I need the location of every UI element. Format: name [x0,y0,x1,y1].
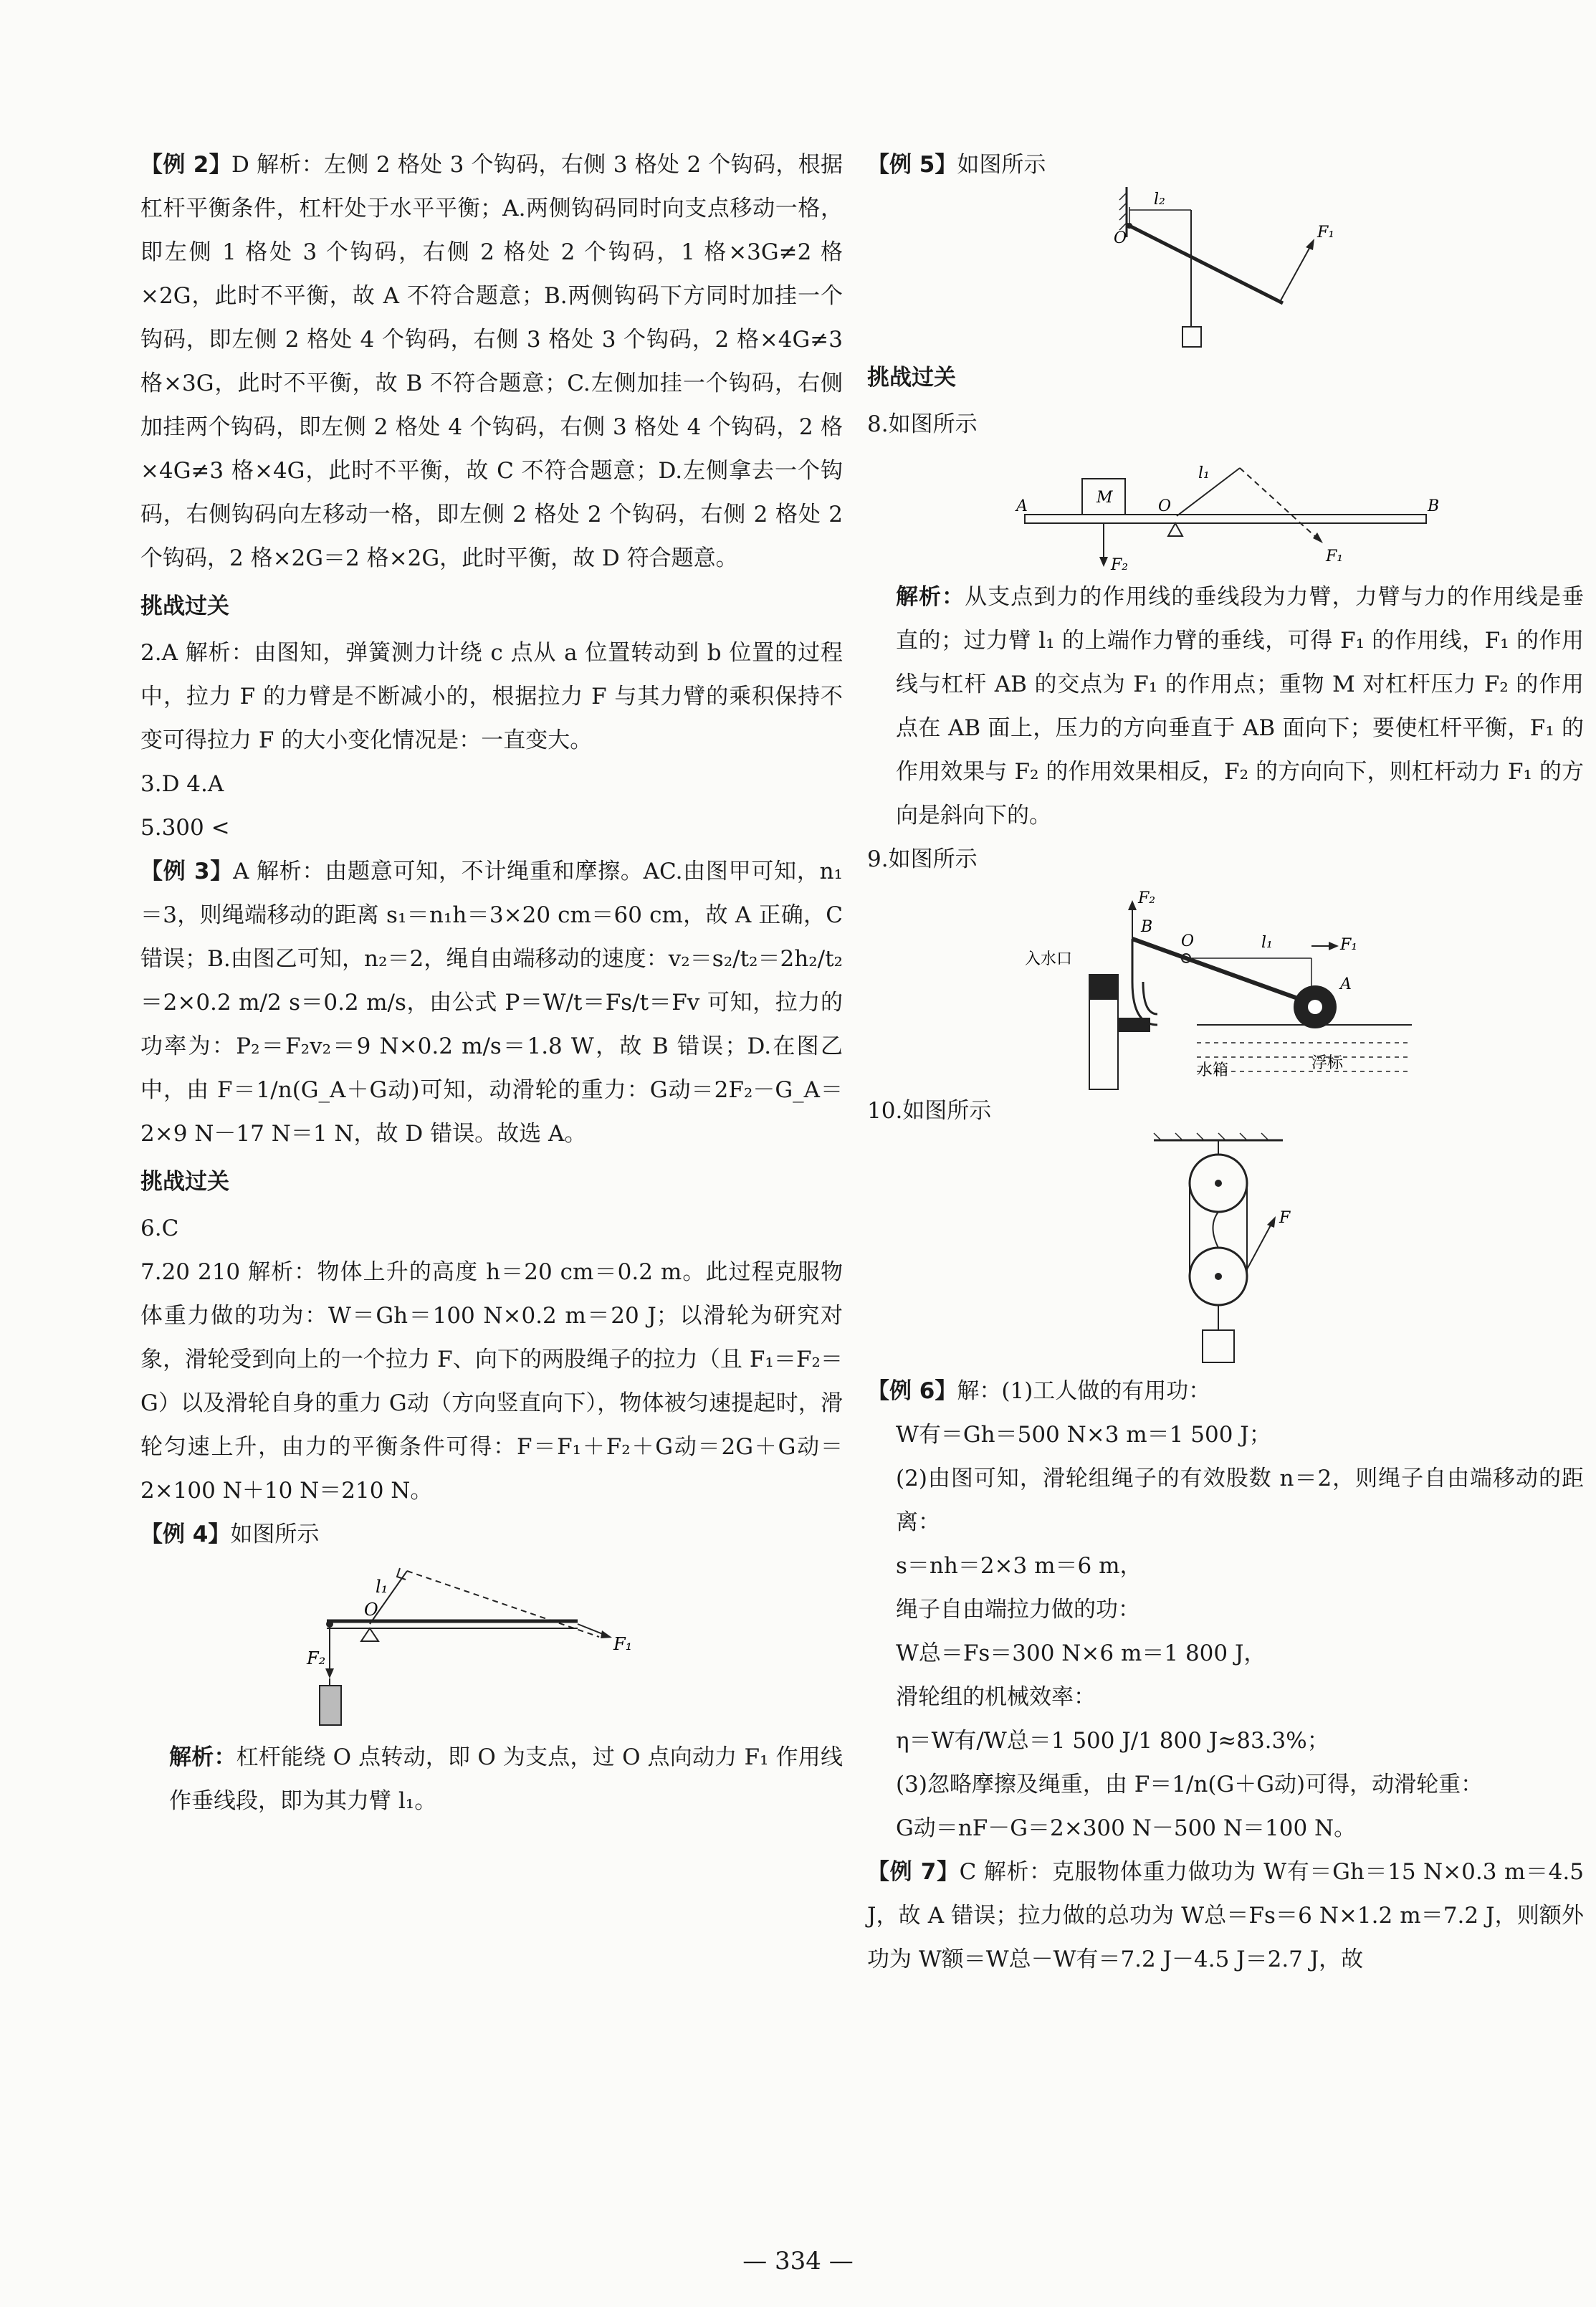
fig9-label-f1: F₁ [1340,936,1358,954]
fig4-label-l1: l₁ [376,1577,388,1597]
question-7: 7.20 210 解析：物体上升的高度 h＝20 cm＝0.2 m。此过程克服物体重力做的功为：W＝Gh＝100 N×0.2 m＝20 J；以滑轮为研究对象，滑轮受到向上的一个拉力 F、向下的两股绳子的拉力（且 F₁＝F₂＝G）以及滑轮自身的重力 G动（方向竖直向下），物体被匀速提起时，滑轮匀速上升，由力的平衡条件可得：F＝F₁＋F₂＋G动＝2G＋G动＝2×100 N＋10 N＝210 N。 [140,1259,843,1504]
question-8: 8.如图所示 [867,411,978,437]
solution-line: 滑轮组的机械效率： [896,1684,1096,1710]
question-10-pulley-figure [1139,1133,1311,1370]
fig9-label-float: 浮标 [1311,1054,1344,1072]
example-4: 【例 4】如图所示 [140,1522,320,1547]
fig4-label-o: O [364,1600,378,1620]
fig9-label-tank: 水箱 [1197,1061,1229,1079]
fig8-label-l1: l₁ [1198,464,1210,482]
example-4-lever-figure [307,1557,671,1736]
fig8-label-m: M [1096,489,1113,507]
example-6: 【例 6】解：(1)工人做的有用功： [867,1378,1211,1404]
fig9-label-o: O [1181,932,1195,950]
fig9-label-l1: l₁ [1261,934,1273,952]
solution-line: (2)由图可知，滑轮组绳子的有效股数 n＝2，则绳子自由端移动的距离： [896,1466,1584,1535]
challenge-heading-3: 挑战过关 [867,365,956,391]
example-2: 【例 2】D 解析：左侧 2 格处 3 个钩码，右侧 3 格处 2 个钩码，根据杠杆平衡条件，杠杆处于水平平衡；A.两侧钩码同时向支点移动一格，即左侧 1 格处 3 个钩码，右侧 2 格处 2 个钩码，1 格×3G≠2 格×2G，此时不平衡，故 A 不符合题意；B.两侧钩码下方同时加挂一个钩码，即左侧 2 格处 4 个钩码，右侧 3 格处 3 个钩码，2 格×4G≠3 格×3G，此时不平衡，故 B 不符合题意；C.左侧加挂一个钩码，右侧加挂两个钩码，即左侧 2 格处 4 个钩码，右侧 3 格处 4 个钩码，2 格×4G≠3 格×4G，此时不平衡，故 C 不符合题意；D.左侧拿去一个钩码，右侧钩码向左移动一格，即左侧 2 格处 2 个钩码，右侧 2 格处 2 个钩码，2 格×2G＝2 格×2G，此时平衡，故 D 符合题意。 [140,152,843,571]
question-2: 2.A 解析：由图知，弹簧测力计绕 c 点从 a 位置转动到 b 位置的过程中，拉力 F 的力臂是不断减小的，根据拉力 F 与其力臂的乘积保持不变可得拉力 F 的大小变化情况是：一直变大。 [140,640,843,753]
example-6-solution [867,1413,1584,1850]
example-4-analysis: 解析：杠杆能绕 O 点转动，即 O 为支点，过 O 点向动力 F₁ 作用线作垂线段，即为其力臂 l₁。 [169,1744,844,1814]
solution-line: G动＝nF－G＝2×300 N－500 N＝100 N。 [896,1815,1357,1841]
fig9-label-f2: F₂ [1138,889,1156,907]
fig4-label-f1: F₁ [613,1634,633,1654]
question-10: 10.如图所示 [867,1098,992,1124]
solution-line: 绳子自由端拉力做的功： [896,1597,1140,1623]
fig5-label-f1: F₁ [1317,224,1335,242]
fig10-label-f: F [1279,1209,1291,1227]
fig9-label-inlet: 入水口 [1025,950,1073,968]
question-9-valve-figure [1025,882,1426,1089]
example-5-lever-figure [1111,187,1340,352]
question-5: 5.300 < [140,815,230,841]
question-9: 9.如图所示 [867,846,978,872]
question-8-lever-figure [1010,446,1440,575]
fig4-label-f2: F₂ [307,1648,326,1668]
challenge-heading-2: 挑战过关 [140,1169,229,1195]
solution-line: η＝W有/W总＝1 500 J/1 800 J≈83.3%； [896,1728,1329,1754]
example-7: 【例 7】C 解析：克服物体重力做功为 W有＝Gh＝15 N×0.3 m＝4.5 J，故 A 错误；拉力做的总功为 W总＝Fs＝6 N×1.2 m＝7.2 J，则额外功为 W额＝W总－W有＝7.2 J－4.5 J＝2.7 J，故 [867,1859,1584,1972]
challenge-heading-1: 挑战过关 [140,593,229,619]
solution-line: W有＝Gh＝500 N×3 m＝1 500 J； [896,1422,1271,1448]
solution-line: W总＝Fs＝300 N×6 m＝1 800 J， [896,1640,1266,1666]
fig8-label-f1: F₁ [1326,548,1344,565]
solution-line: s＝nh＝2×3 m＝6 m， [896,1553,1142,1579]
fig8-label-f2: F₂ [1111,556,1129,574]
fig9-label-b: B [1141,918,1153,936]
question-3-4: 3.D 4.A [140,771,224,797]
fig9-label-a: A [1340,975,1352,993]
question-8-analysis: 解析：从支点到力的作用线的垂线段为力臂，力臂与力的作用线是垂直的；过力臂 l₁ 的上端作力臂的垂线，可得 F₁ 的作用线，F₁ 的作用线与杠杆 AB 的交点为 F₁ 的作用点；重物 M 对杠杆压力 F₂ 的作用点在 AB 面上，压力的方向垂直于 AB 面向下；要使杠杆平衡，F₁ 的作用效果与 F₂ 的作用效果相反，F₂ 的方向向下，则杠杆动力 F₁ 的方向是斜向下的。 [896,584,1585,828]
right-column [867,143,1584,1982]
example-3: 【例 3】A 解析：由题意可知，不计绳重和摩擦。AC.由图甲可知，n₁＝3，则绳端移动的距离 s₁＝n₁h＝3×20 cm＝60 cm，故 A 正确，C 错误；B.由图乙可知，n₂＝2，绳自由端移动的速度：v₂＝s₂/t₂＝2h₂/t₂＝2×0.2 m/2 s＝0.2 m/s，由公式 P＝W/t＝Fs/t＝Fv 可知，拉力的功率为：P₂＝F₂v₂＝9 N×0.2 m/s＝1.8 W，故 B 错误；D.在图乙中，由 F＝1/n(G_A＋G动)可知，动滑轮的重力：G动＝2F₂－G_A＝2×9 N－17 N＝1 N，故 D 错误。故选 A。 [140,859,843,1147]
question-6: 6.C [140,1215,179,1241]
left-column [140,143,843,1823]
fig8-label-a: A [1016,497,1028,515]
fig8-label-b: B [1428,497,1440,515]
fig8-label-o: O [1158,497,1172,515]
solution-line: (3)忽略摩擦及绳重，由 F＝1/n(G＋G动)可得，动滑轮重： [896,1772,1483,1797]
fig5-label-l2: l₂ [1154,191,1165,209]
page-number: — 334 — [742,2247,854,2275]
fig5-label-o: O [1114,229,1127,247]
example-5: 【例 5】如图所示 [867,152,1046,178]
